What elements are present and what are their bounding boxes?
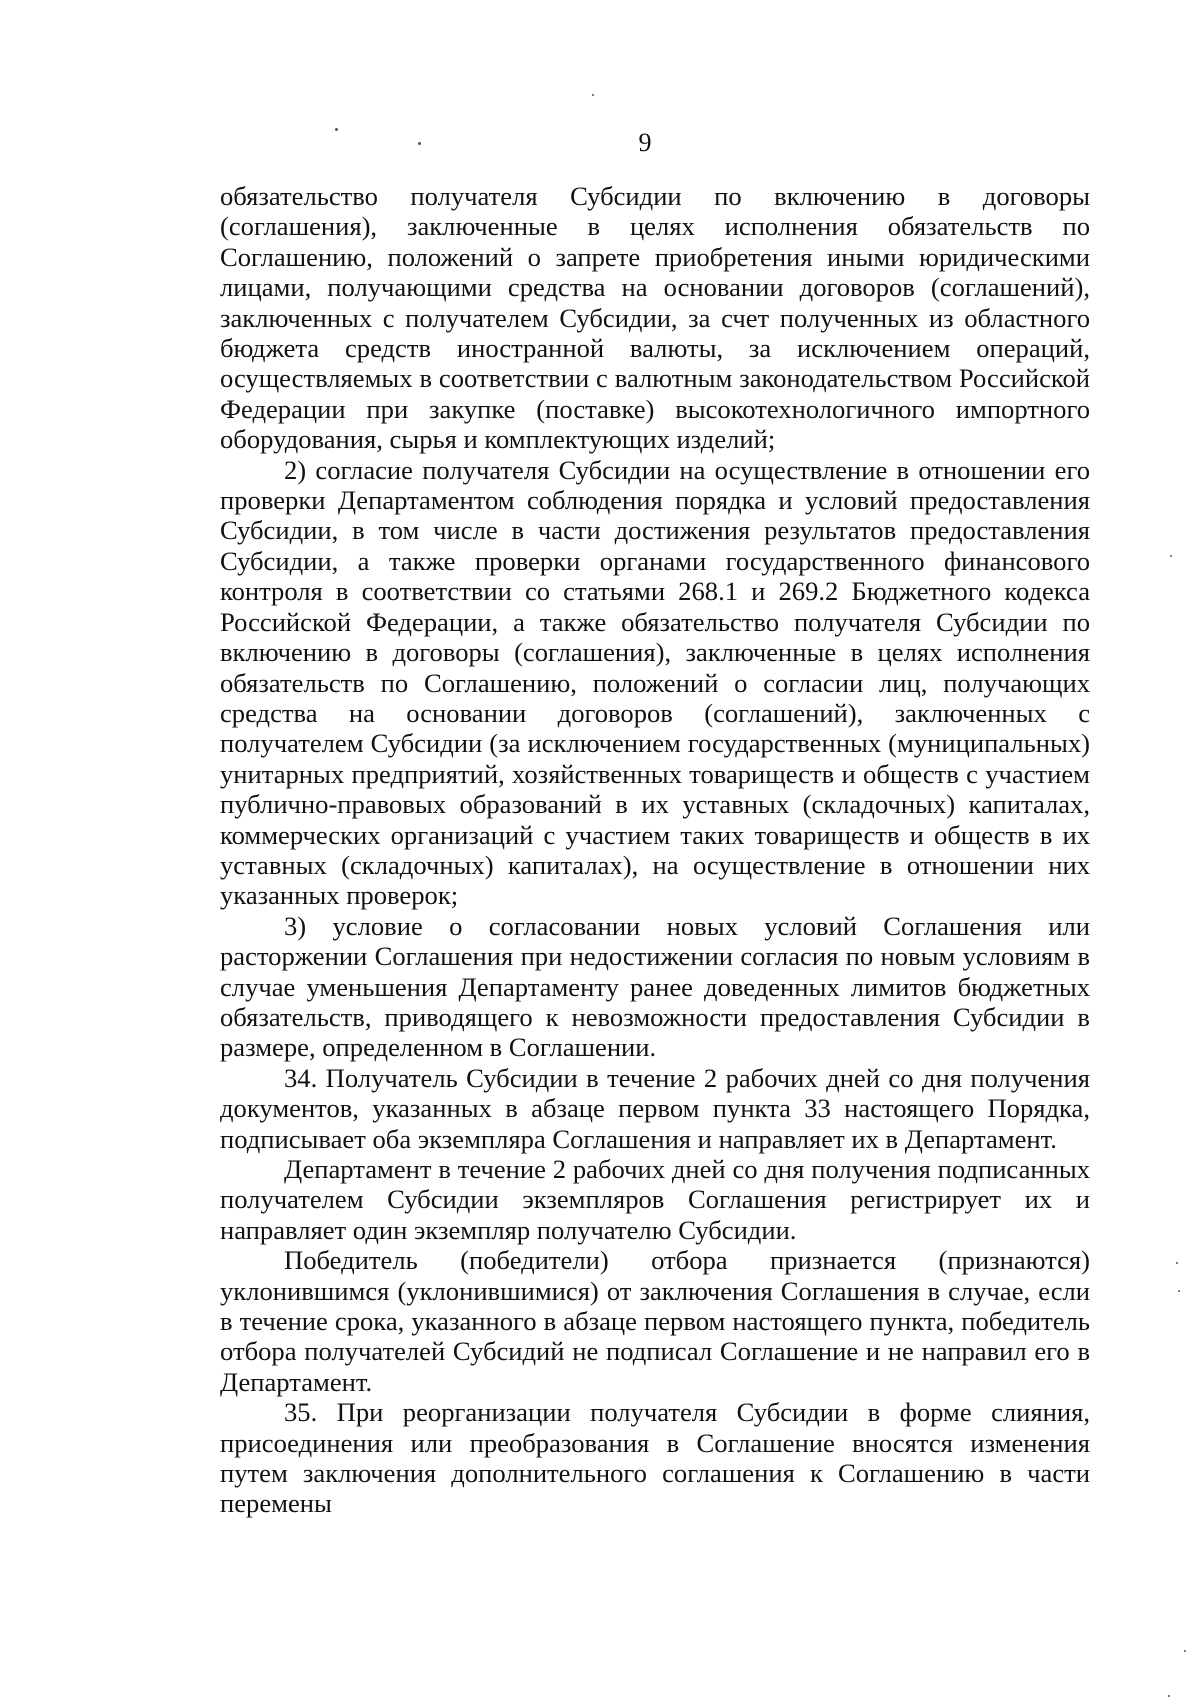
scan-speck	[418, 142, 421, 145]
paragraph-point-35: 35. При реорганизации получателя Субсидии в форме слияния, присоединения или преобразования в Соглашение вносятся изменения путем заключения дополнительного соглашения к Соглашению в части перемены	[220, 1397, 1090, 1519]
scan-speck	[1170, 555, 1172, 557]
paragraph-point-34: 34. Получатель Субсидии в течение 2 рабочих дней со дня получения документов, указанных в абзаце первом пункта 33 настоящего Порядка, подписывает оба экземпляра Соглашения и направляет их в Департамент.	[220, 1062, 1090, 1154]
paragraph-point-34-third: Победитель (победители) отбора признается (признаются) уклонившимся (уклонившимися) от заключения Соглашения в случае, если в течение срока, указанного в абзаце первом настоящего пункта, победитель отбора получателей Субсидий не подписал Соглашение и не направил его в Департамент.	[220, 1245, 1090, 1397]
paragraph-point-34-second: Департамент в течение 2 рабочих дней со дня получения подписанных получателем Субсидии экземпляров Соглашения регистрирует их и направляет один экземпляр получателю Субсидии.	[220, 1154, 1090, 1245]
scan-speck	[1168, 1695, 1170, 1697]
scan-speck	[335, 128, 338, 131]
paragraph-item-3: 3) условие о согласовании новых условий Соглашения или расторжении Соглашения при недостижении согласия по новым условиям в случае уменьшения Департаменту ранее доведенных лимитов бюджетных обязательств, приводящего к невозможности предоставления Субсидии в размере, определенном в Соглашении.	[220, 910, 1090, 1063]
document-body	[220, 181, 1090, 1519]
scan-speck	[1176, 1262, 1178, 1264]
paragraph-continuation: обязательство получателя Субсидии по включению в договоры (соглашения), заключенные в целях исполнения обязательств по Соглашению, положений о запрете приобретения иными юридическими лицами, получающими средства на основании договоров (соглашений), заключенных с получателем Субсидии, за счет полученных из областного бюджета средств иностранной валюты, за исключением операций, осуществляемых в соответствии с валютным законодательством Российской Федерации при закупке (поставке) высокотехнологичного импортного оборудования, сырья и комплектующих изделий;	[220, 181, 1090, 455]
scan-speck	[1184, 1650, 1186, 1652]
paragraph-item-2: 2) согласие получателя Субсидии на осуществление в отношении его проверки Департаментом соблюдения порядка и условий предоставления Субсидии, в том числе в части достижения результатов предоставления Субсидии, а также проверки органами государственного финансового контроля в соответствии со статьями 268.1 и 269.2 Бюджетного кодекса Российской Федерации, а также обязательство получателя Субсидии по включению в договоры (соглашения), заключенные в целях исполнения обязательств по Соглашению, положений о согласии лиц, получающих средства на основании договоров (соглашений), заключенных с получателем Субсидии (за исключением государственных (муниципальных) унитарных предприятий, хозяйственных товариществ и обществ с участием публично-правовых образований в их уставных (складочных) капиталах, коммерческих организаций с участием таких товариществ и обществ в их уставных (складочных) капиталах), на осуществление в отношении них указанных проверок;	[220, 454, 1090, 911]
scan-speck	[592, 94, 594, 96]
page-number: 9	[638, 128, 652, 157]
scan-speck	[1178, 1290, 1180, 1292]
